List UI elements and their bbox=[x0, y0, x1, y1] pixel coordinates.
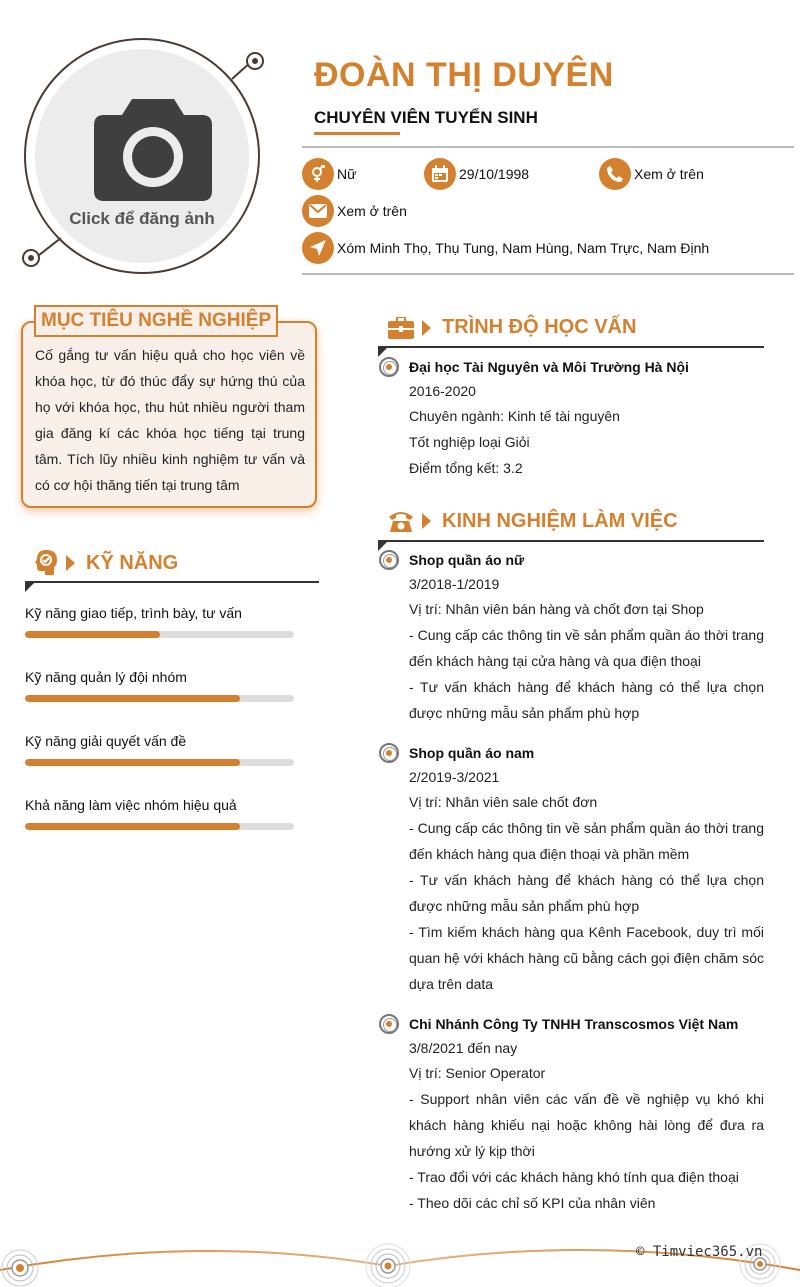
job-period: 3/8/2021 đến nay bbox=[409, 1040, 518, 1056]
skill-bar-fill bbox=[25, 759, 240, 766]
experience-heading bbox=[388, 509, 678, 533]
job-duty: - Cung cấp các thông tin về sản phẩm quần áo thời trang đến khách hàng tại cửa hàng và qua điện thoại bbox=[409, 627, 764, 669]
education-gpa: Điểm tổng kết: 3.2 bbox=[409, 460, 523, 476]
header-divider-bottom bbox=[302, 273, 794, 275]
skills-divider-corner bbox=[25, 582, 35, 592]
avatar-caption: Click để đăng ảnh bbox=[69, 209, 215, 228]
address-value: Xóm Minh Thọ, Thụ Tung, Nam Hùng, Nam Trực, Nam Định bbox=[337, 240, 710, 256]
job-company: Shop quần áo nam bbox=[409, 745, 535, 761]
briefcase-icon bbox=[388, 317, 414, 339]
birthday-value: 29/10/1998 bbox=[459, 166, 530, 182]
job-duty: - Cung cấp các thông tin về sản phẩm quần áo thời trang đến khách hàng qua điện thoại và phần mềm bbox=[409, 820, 764, 862]
experience-divider bbox=[378, 540, 764, 542]
skill-bar bbox=[25, 759, 294, 766]
skill-name: Kỹ năng giải quyết vấn đề bbox=[25, 733, 187, 749]
skill-bar-fill bbox=[25, 823, 240, 830]
objective-title: MỤC TIÊU NGHỀ NGHIỆP bbox=[34, 305, 278, 337]
candidate-name: ĐOÀN THỊ DUYÊN bbox=[314, 56, 614, 94]
camera-icon bbox=[94, 99, 212, 201]
timeline-bullet-icon bbox=[379, 357, 399, 377]
phone-value: Xem ở trên bbox=[634, 166, 704, 182]
education-period: 2016-2020 bbox=[409, 383, 476, 399]
job-duty: - Tư vấn khách hàng để khách hàng có thể lựa chọn được những mẫu sản phẩm phù hợp bbox=[409, 872, 764, 914]
telephone-icon bbox=[388, 509, 414, 533]
education-major: Chuyên ngành: Kinh tế tài nguyên bbox=[409, 408, 620, 424]
info-email bbox=[302, 195, 407, 227]
skill-bar-fill bbox=[25, 631, 160, 638]
info-gender bbox=[302, 158, 356, 190]
experience-title: KINH NGHIỆM LÀM VIỆC bbox=[442, 509, 678, 532]
job-period: 3/2018-1/2019 bbox=[409, 576, 500, 592]
job-duty: - Support nhân viên các vấn đề về nghiệp vụ khó khi khách hàng khiếu nại hoặc không hài lòng để đưa ra hướng xử lý kịp thời bbox=[409, 1091, 764, 1159]
job-period: 2/2019-3/2021 bbox=[409, 769, 500, 785]
job-duty: - Tư vấn khách hàng để khách hàng có thể lựa chọn được những mẫu sản phẩm phù hợp bbox=[409, 679, 764, 721]
email-icon bbox=[302, 195, 334, 227]
job-position: Vị trí: Nhân viên sale chốt đơn bbox=[409, 794, 598, 810]
job-title-underline bbox=[314, 132, 400, 135]
calendar-icon bbox=[424, 158, 456, 190]
skill-bar-fill bbox=[25, 695, 240, 702]
objective-text: Cố gắng tư vấn hiệu quả cho học viên về khóa học, từ đó thúc đẩy sự hứng thú của họ với khóa học, thu hút nhiều người tham gia đăng kí các khóa học tiếng tại trung tâm. Tích lũy nhiều kinh nghiệm tư vấn và có cơ hội thăng tiến tại trung tâm bbox=[35, 347, 305, 493]
skill-bar bbox=[25, 823, 294, 830]
skill-name: Kỹ năng quản lý đội nhóm bbox=[25, 669, 187, 685]
footer-watermark: © Timviec365.vn bbox=[636, 1244, 763, 1260]
skill-name: Kỹ năng giao tiếp, trình bày, tư vấn bbox=[25, 605, 242, 621]
avatar-upload[interactable] bbox=[24, 38, 260, 274]
skill-bar bbox=[25, 631, 294, 638]
skills-heading bbox=[34, 549, 178, 577]
education-title: TRÌNH ĐỘ HỌC VẤN bbox=[442, 316, 637, 338]
education-arrow-icon bbox=[422, 320, 431, 336]
education-school: Đại học Tài Nguyên và Môi Trường Hà Nội bbox=[409, 359, 689, 375]
timeline-bullet-icon bbox=[379, 550, 399, 570]
job-title: CHUYÊN VIÊN TUYỂN SINH bbox=[314, 108, 538, 127]
info-phone bbox=[599, 158, 704, 190]
job-position: Vị trí: Nhân viên bán hàng và chốt đơn tại Shop bbox=[409, 601, 704, 617]
skills-title: KỸ NĂNG bbox=[86, 551, 179, 574]
job-duty: - Tìm kiếm khách hàng qua Kênh Facebook, duy trì mối quan hệ với khách hàng cũ bằng cách gọi điện chăm sóc dựa trên data bbox=[409, 924, 764, 992]
avatar-placeholder[interactable] bbox=[35, 49, 249, 263]
footer-target-icon bbox=[2, 1250, 38, 1286]
skills-divider bbox=[25, 581, 319, 583]
skill-name: Khả năng làm việc nhóm hiệu quả bbox=[25, 797, 237, 813]
skills-arrow-icon bbox=[66, 555, 75, 571]
job-company: Chi Nhánh Công Ty TNHH Transcosmos Việt Nam bbox=[409, 1016, 739, 1032]
job-company: Shop quần áo nữ bbox=[409, 552, 525, 568]
info-birthday bbox=[424, 158, 529, 190]
timeline-bullet-icon bbox=[379, 743, 399, 763]
job-position: Vị trí: Senior Operator bbox=[409, 1065, 546, 1081]
education-divider-corner bbox=[378, 347, 388, 357]
education-heading bbox=[388, 316, 636, 339]
phone-icon bbox=[599, 158, 631, 190]
skills-head-icon bbox=[34, 549, 58, 577]
timeline-bullet-icon bbox=[379, 1014, 399, 1034]
job-duty: - Trao đổi với các khách hàng khó tính qua điện thoại bbox=[409, 1169, 739, 1185]
email-value: Xem ở trên bbox=[337, 203, 407, 219]
info-address bbox=[302, 232, 709, 264]
location-arrow-icon bbox=[302, 232, 334, 264]
education-rank: Tốt nghiệp loại Giỏi bbox=[409, 434, 530, 450]
header-divider-top bbox=[302, 146, 794, 148]
gender-icon bbox=[302, 158, 334, 190]
experience-arrow-icon bbox=[422, 513, 431, 529]
education-divider bbox=[378, 346, 764, 348]
job-duty: - Theo dõi các chỉ số KPI của nhân viên bbox=[409, 1195, 656, 1211]
footer-target-icon bbox=[366, 1244, 410, 1287]
skill-bar bbox=[25, 695, 294, 702]
gender-value: Nữ bbox=[337, 166, 357, 182]
